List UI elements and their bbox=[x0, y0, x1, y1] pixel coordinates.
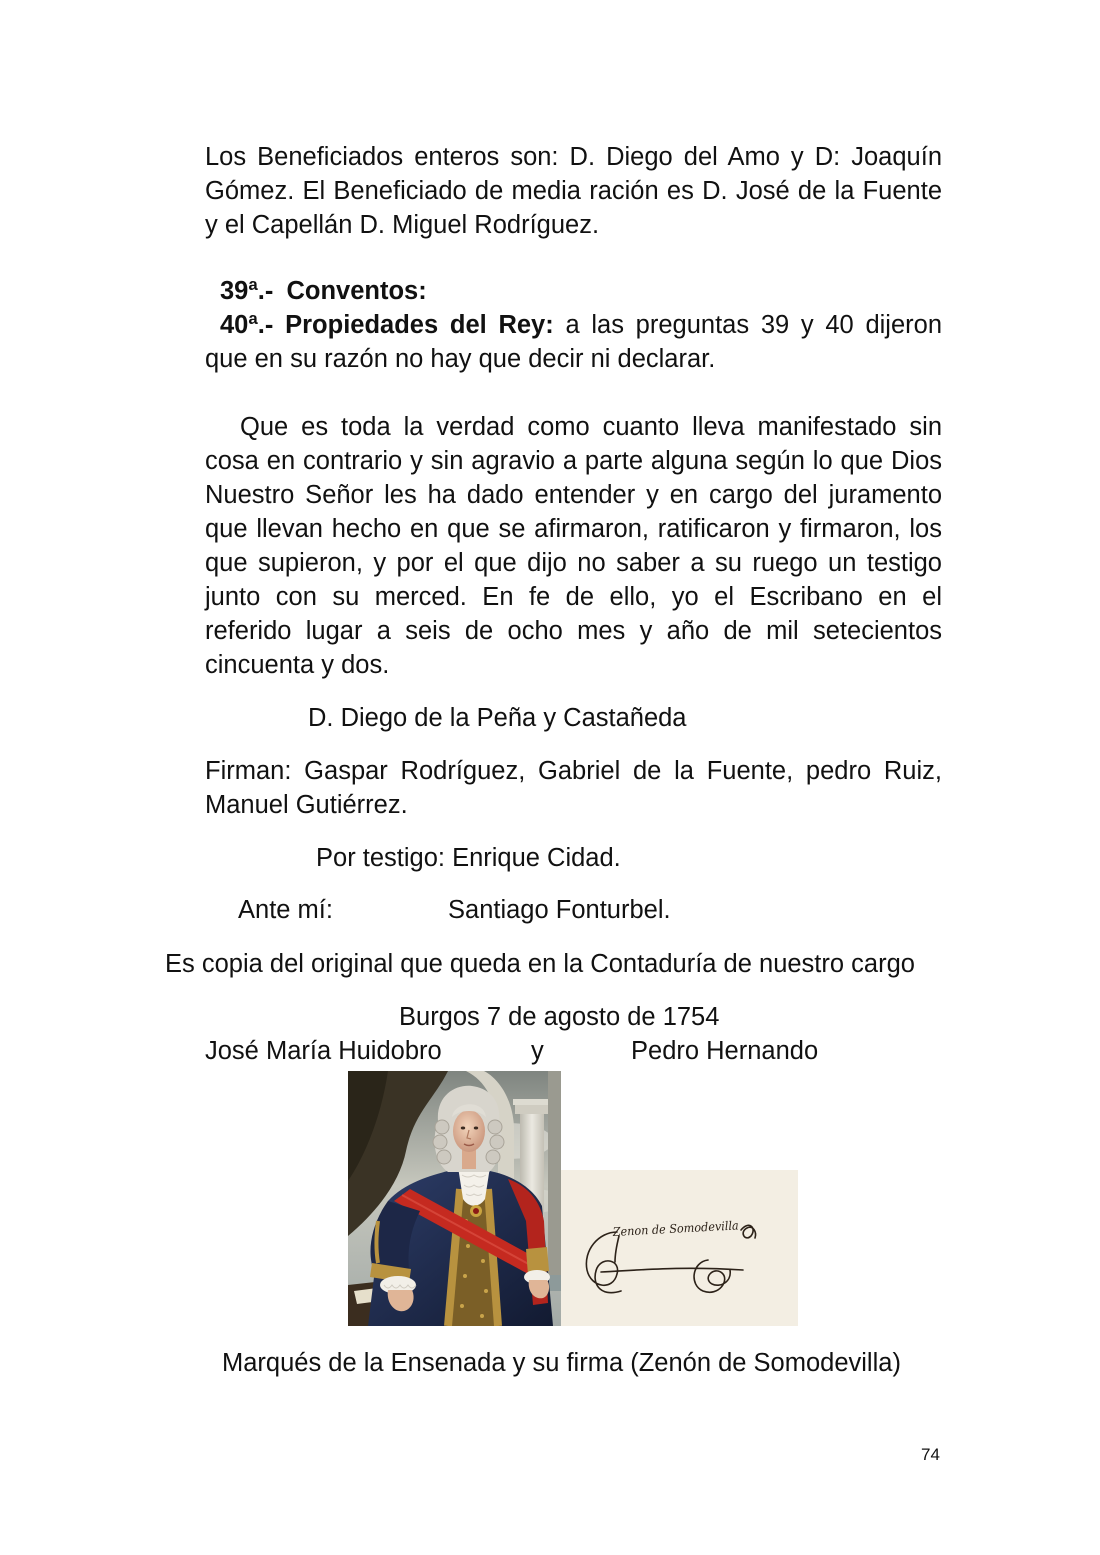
item-40-text: a las preguntas 39 y 40 dijeron bbox=[565, 311, 943, 339]
signatory-name: D. Diego de la Peña y Castañeda bbox=[308, 704, 687, 732]
item-40-label: 40ª.- bbox=[220, 311, 274, 339]
text-line: cosa en contrario y sin agravio a parte alguna según lo que Dios bbox=[205, 447, 942, 475]
text-line: que en su razón no hay que decir ni declarar. bbox=[205, 345, 716, 373]
text-line: Nuestro Señor les ha dado entender y en cargo del juramento bbox=[205, 481, 942, 509]
paragraph-beneficiados bbox=[205, 140, 942, 242]
text-line: Los Beneficiados enteros son: D. Diego del Amo y D: Joaquín bbox=[205, 143, 942, 171]
item-39-heading bbox=[205, 274, 942, 308]
text-line: Firman: Gaspar Rodríguez, Gabriel de la Fuente, pedro Ruiz, bbox=[205, 757, 942, 785]
text-line: Manuel Gutiérrez. bbox=[205, 791, 408, 819]
text-line bbox=[205, 308, 942, 342]
paragraph-declaracion bbox=[205, 410, 942, 682]
witness-line: Por testigo: Enrique Cidad. bbox=[316, 844, 621, 872]
ante-mi-name: Santiago Fonturbel. bbox=[448, 896, 671, 924]
portrait-image bbox=[348, 1071, 561, 1326]
text-line: Que es toda la verdad como cuanto lleva manifestado sin bbox=[240, 413, 942, 441]
ante-mi-label: Ante mí: bbox=[238, 896, 333, 924]
copy-statement: Es copia del original que queda en la Contaduría de nuestro cargo bbox=[165, 950, 915, 978]
text-line: referido lugar a seis de ocho mes y año de mil setecientos bbox=[205, 617, 942, 645]
text-line: que llevan hecho en que se afirmaron, ratificaron y firmaron, los bbox=[205, 515, 942, 543]
text-line: y el Capellán D. Miguel Rodríguez. bbox=[205, 211, 600, 239]
signer-left: José María Huidobro bbox=[205, 1037, 442, 1065]
paragraph-firman bbox=[205, 754, 942, 822]
item-40-title: Propiedades del Rey: bbox=[285, 311, 554, 339]
text-line: que supieron, y por el que dijo no saber a su ruego un testigo bbox=[205, 549, 942, 577]
item-40-paragraph bbox=[205, 308, 942, 376]
signer-right: Pedro Hernando bbox=[631, 1037, 819, 1065]
text-line: cincuenta y dos. bbox=[205, 651, 390, 679]
signature-image bbox=[561, 1170, 798, 1326]
item-39-label: 39ª.- bbox=[220, 277, 274, 305]
image-caption: Marqués de la Ensenada y su firma (Zenón de Somodevilla) bbox=[222, 1349, 901, 1377]
text-line: junto con su merced. En fe de ello, yo el Escribano en el bbox=[205, 583, 942, 611]
page-number: 74 bbox=[921, 1445, 940, 1464]
item-39-title: Conventos: bbox=[286, 277, 427, 305]
signature-lettering: Zenon de Somodevilla bbox=[612, 1217, 748, 1239]
signer-conjunction: y bbox=[531, 1037, 544, 1065]
date-line: Burgos 7 de agosto de 1754 bbox=[399, 1003, 720, 1031]
text-line: Gómez. El Beneficiado de media ración es D. José de la Fuente bbox=[205, 177, 942, 205]
